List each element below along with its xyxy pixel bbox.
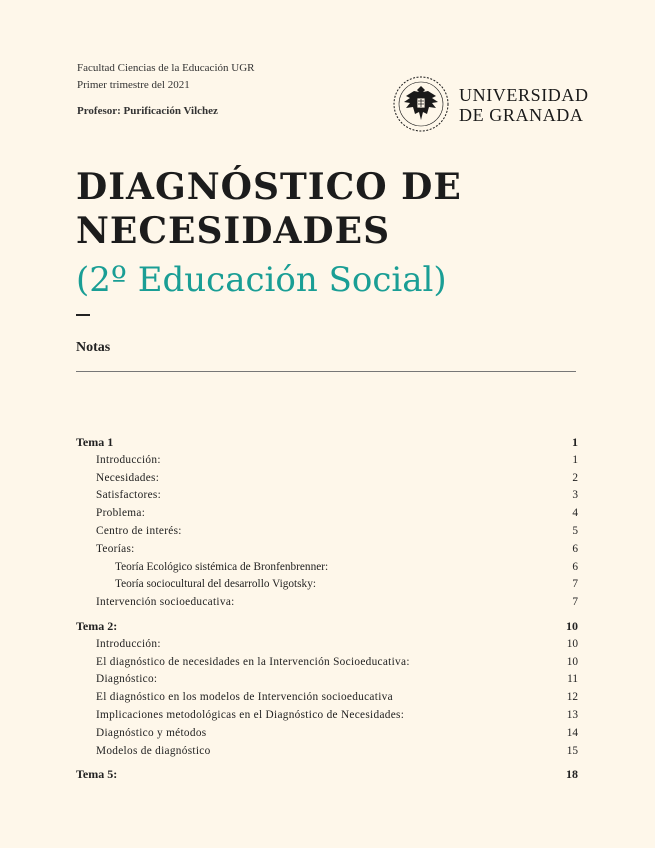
toc-chapter[interactable]: [76, 766, 578, 784]
title-line1: DIAGNÓSTICO DE: [76, 166, 462, 208]
toc-label: Centro de interés:: [96, 524, 182, 537]
toc-entry[interactable]: [76, 636, 578, 654]
horizontal-divider: [76, 371, 576, 372]
page-subtitle: (2º Educación Social): [76, 260, 447, 300]
toc-label: Implicaciones metodológicas en el Diagnóstico de Necesidades:: [96, 708, 405, 721]
toc-page-number: 10: [566, 655, 578, 668]
toc-page-number: 7: [572, 578, 578, 591]
toc-page-number: 12: [566, 691, 578, 704]
toc-entry[interactable]: [76, 671, 578, 689]
toc-page-number: 6: [572, 560, 578, 573]
toc-page-number: 13: [566, 708, 578, 721]
toc-label: Tema 5:: [76, 767, 118, 782]
toc-label: Intervención socioeducativa:: [96, 596, 235, 609]
title-dash-divider: [76, 314, 90, 316]
toc-page-number: 1: [572, 435, 578, 449]
toc-entry[interactable]: [76, 470, 578, 488]
toc-label: Necesidades:: [96, 471, 160, 484]
document-header: [77, 60, 254, 120]
toc-label: El diagnóstico de necesidades en la Intervención Socioeducativa:: [96, 655, 410, 668]
toc-entry[interactable]: [76, 689, 578, 707]
term-text: Primer trimestre del 2021: [77, 79, 190, 91]
toc-entry[interactable]: [76, 523, 578, 541]
logo-line2: DE GRANADA: [459, 105, 584, 125]
logo-line1: UNIVERSIDAD: [459, 85, 589, 105]
toc-subentry[interactable]: [76, 576, 578, 594]
toc-page-number: 6: [572, 542, 578, 555]
toc-page-number: 10: [566, 637, 578, 650]
toc-chapter[interactable]: [76, 618, 578, 636]
toc-entry[interactable]: [76, 743, 578, 761]
professor-text: Profesor: Purificación Vilchez: [77, 105, 218, 117]
toc-subentry[interactable]: [76, 559, 578, 577]
toc-label: Diagnóstico y métodos: [96, 726, 207, 739]
toc-label: Teorías:: [96, 542, 135, 555]
university-name: [459, 85, 589, 125]
toc-page-number: 14: [566, 726, 578, 739]
toc-page-number: 5: [572, 524, 578, 537]
university-logo: [392, 74, 597, 136]
toc-label: Problema:: [96, 507, 146, 520]
faculty-text: Facultad Ciencias de la Educación UGR: [77, 62, 255, 74]
toc-chapter[interactable]: [76, 434, 578, 452]
toc-page-number: 3: [572, 489, 578, 502]
table-of-contents: [76, 434, 578, 784]
toc-page-number: 4: [572, 507, 578, 520]
toc-label: Teoría Ecológico sistémica de Bronfenbrenner:: [115, 560, 329, 573]
toc-label: Teoría sociocultural del desarrollo Vigotsky:: [115, 578, 316, 591]
toc-page-number: 18: [566, 767, 578, 782]
section-label: Notas: [76, 340, 111, 355]
toc-page-number: 10: [566, 618, 578, 633]
toc-label: Tema 2:: [76, 618, 118, 633]
page-title: [76, 165, 462, 253]
toc-entry[interactable]: [76, 452, 578, 470]
toc-entry[interactable]: [76, 541, 578, 559]
toc-entry[interactable]: [76, 505, 578, 523]
toc-label: Introducción:: [96, 637, 161, 650]
toc-label: Modelos de diagnóstico: [96, 744, 211, 757]
toc-entry[interactable]: [76, 594, 578, 612]
toc-entry[interactable]: [76, 487, 578, 505]
toc-page-number: 7: [572, 596, 578, 609]
title-line2: NECESIDADES: [76, 210, 391, 252]
toc-label: Introducción:: [96, 453, 161, 466]
toc-entry[interactable]: [76, 725, 578, 743]
toc-label: Diagnóstico:: [96, 673, 158, 686]
toc-entry[interactable]: [76, 654, 578, 672]
toc-page-number: 2: [572, 471, 578, 484]
toc-page-number: 11: [567, 673, 578, 686]
toc-entry[interactable]: [76, 707, 578, 725]
toc-label: El diagnóstico en los modelos de Intervención socioeducativa: [96, 691, 393, 704]
toc-label: Satisfactores:: [96, 489, 162, 502]
eagle-crest-icon: [392, 74, 450, 134]
toc-page-number: 15: [566, 744, 578, 757]
toc-page-number: 1: [572, 453, 578, 466]
toc-label: Tema 1: [76, 435, 114, 449]
